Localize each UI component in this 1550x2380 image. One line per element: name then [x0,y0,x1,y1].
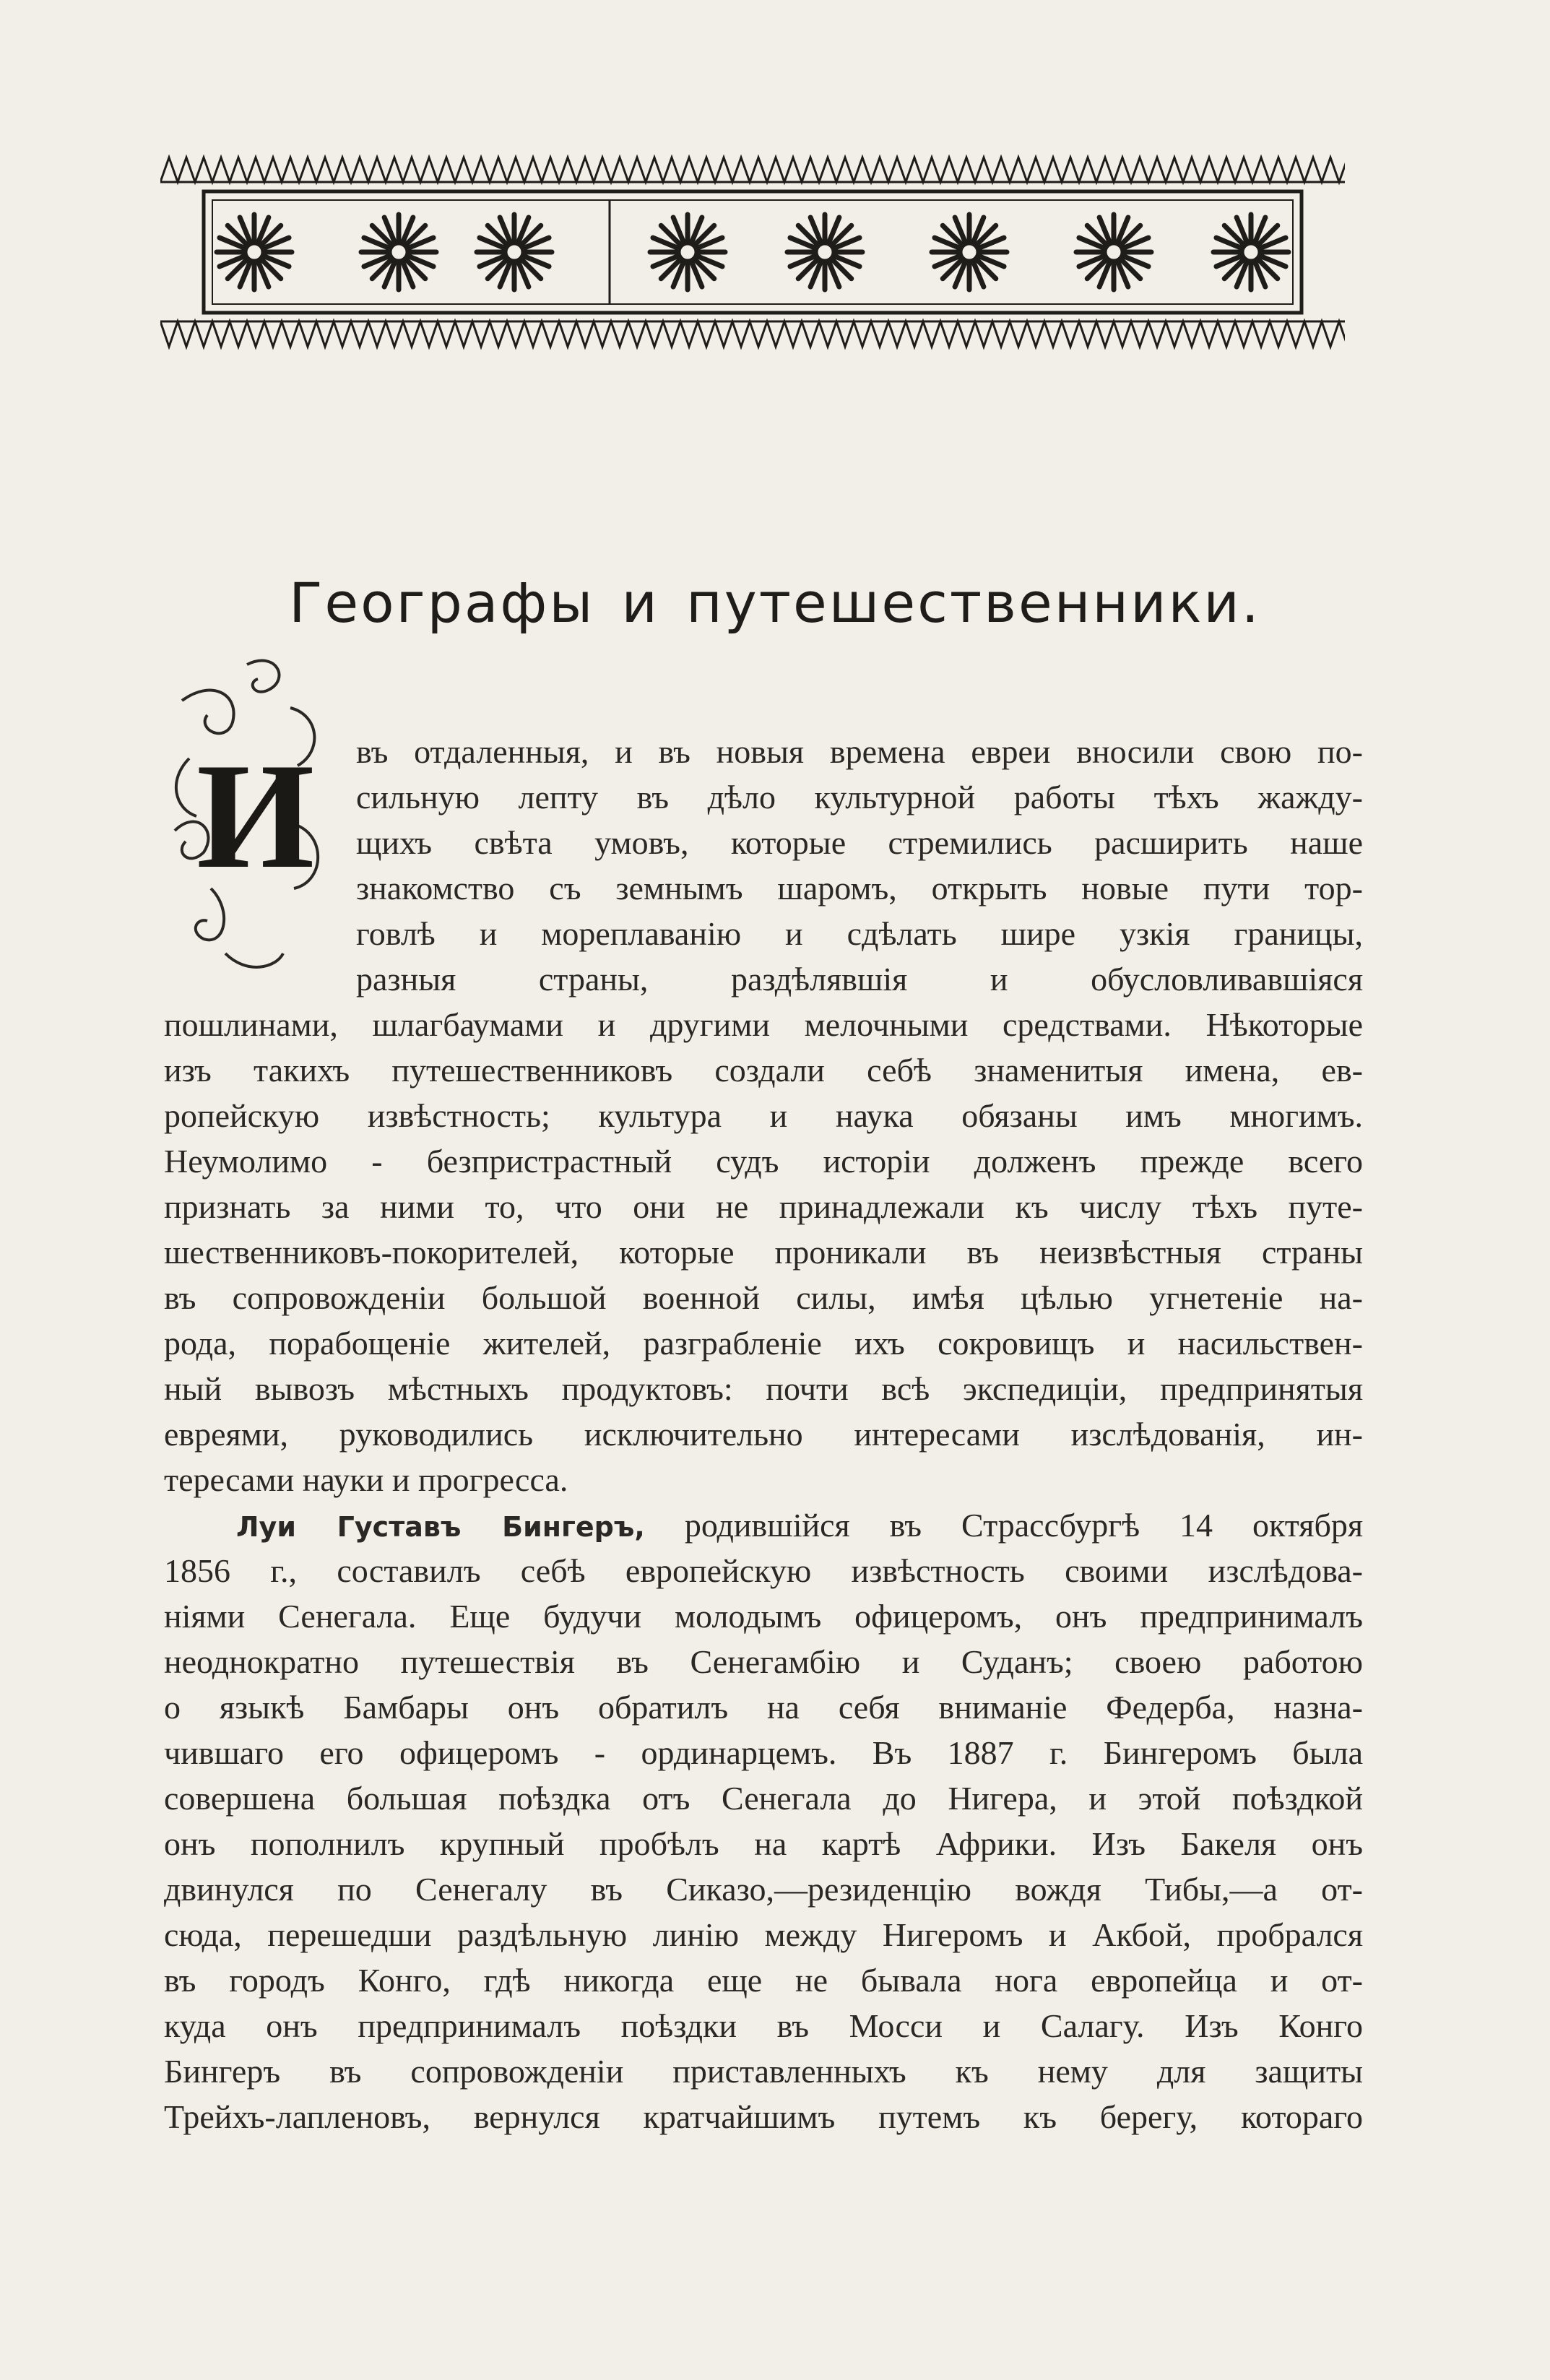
intro-line: въ отдаленныя, и въ новыя времена евреи вносили свою по- [356,733,1363,770]
paragraph-2-first-line [236,1505,1363,1546]
person-name: Луи Густавъ Бингеръ, [236,1511,645,1543]
ornamental-header-band [160,144,1345,354]
body-line: шественниковъ-покорителей, которые проникали въ неизвѣстныя страны [164,1234,1363,1271]
body-line: 1856 г., составилъ себѣ европейскую извѣстность своими изслѣдова- [164,1552,1363,1589]
body-line: чившаго его офицеромъ - ординарцемъ. Въ 1887 г. Бингеромъ была [164,1734,1363,1771]
body-line: рода, порабощеніе жителей, разграбленіе ихъ сокровищъ и насильствен- [164,1325,1363,1362]
body-line: тересами науки и прогресса. [164,1461,568,1498]
initial-letter: И [196,732,315,900]
body-line: совершена большая поѣздка отъ Сенегала до Нигера, и этой поѣздкой [164,1780,1363,1817]
body-line: Трейхъ-лапленовъ, вернулся кратчайшимъ путемъ къ берегу, котораго [164,2098,1363,2135]
body-line: въ городъ Конго, гдѣ никогда еще не бывала нога европейца и от- [164,1962,1363,1999]
body-line: признать за ними то, что они не принадлежали къ числу тѣхъ путе- [164,1188,1363,1225]
body-line: евреями, руководились исключительно интересами изслѣдованія, ин- [164,1416,1363,1453]
body-line: двинулся по Сенегалу въ Сиказо,—резиденцію вождя Тибы,—а от- [164,1871,1363,1908]
body-line: куда онъ предпринималъ поѣздки въ Мосси и Салагу. Изъ Конго [164,2007,1363,2044]
intro-line: говлѣ и мореплаванію и сдѣлать шире узкія границы, [356,915,1363,952]
body-line: неоднократно путешествія въ Сенегамбію и Суданъ; своею работою [164,1643,1363,1680]
intro-line: сильную лепту въ дѣло культурной работы тѣхъ жажду- [356,779,1363,815]
paragraph-2-first-rest: родившійся въ Страссбургѣ 14 октября [644,1507,1364,1544]
intro-line: щихъ свѣта умовъ, которые стремились расширить наше [356,824,1363,861]
page-title: Географы и путешественники. [289,571,1261,635]
intro-line: знакомство съ земнымъ шаромъ, открыть новые пути тор- [356,870,1363,906]
body-line: о языкѣ Бамбары онъ обратилъ на себя вниманіе Федерба, назна- [164,1689,1363,1726]
body-line: Бингеръ въ сопровожденіи приставленныхъ къ нему для защиты [164,2053,1363,2090]
body-line: ніями Сенегала. Еще будучи молодымъ офицеромъ, онъ предпринималъ [164,1598,1363,1635]
body-line: изъ такихъ путешественниковъ создали себѣ знаменитыя имена, ев- [164,1052,1363,1089]
body-line: Неумолимо - безпристрастный судъ исторіи долженъ прежде всего [164,1143,1363,1180]
body-line: пошлинами, шлагбаумами и другими мелочными средствами. Нѣкоторые [164,1006,1363,1043]
body-line: онъ пополнилъ крупный пробѣлъ на картѣ Африки. Изъ Бакеля онъ [164,1825,1363,1862]
body-line: сюда, перешедши раздѣльную линію между Нигеромъ и Акбой, пробрался [164,1916,1363,1953]
intro-line: разныя страны, раздѣлявшія и обусловливавшіяся [356,961,1363,998]
body-line: ропейскую извѣстность; культура и наука обязаны имъ многимъ. [164,1097,1363,1134]
body-line: въ сопровожденіи большой военной силы, имѣя цѣлью угнетеніе на- [164,1279,1363,1316]
body-line: ный вывозъ мѣстныхъ продуктовъ: почти всѣ экспедиціи, предпринятыя [164,1370,1363,1407]
decorated-initial [168,650,335,990]
